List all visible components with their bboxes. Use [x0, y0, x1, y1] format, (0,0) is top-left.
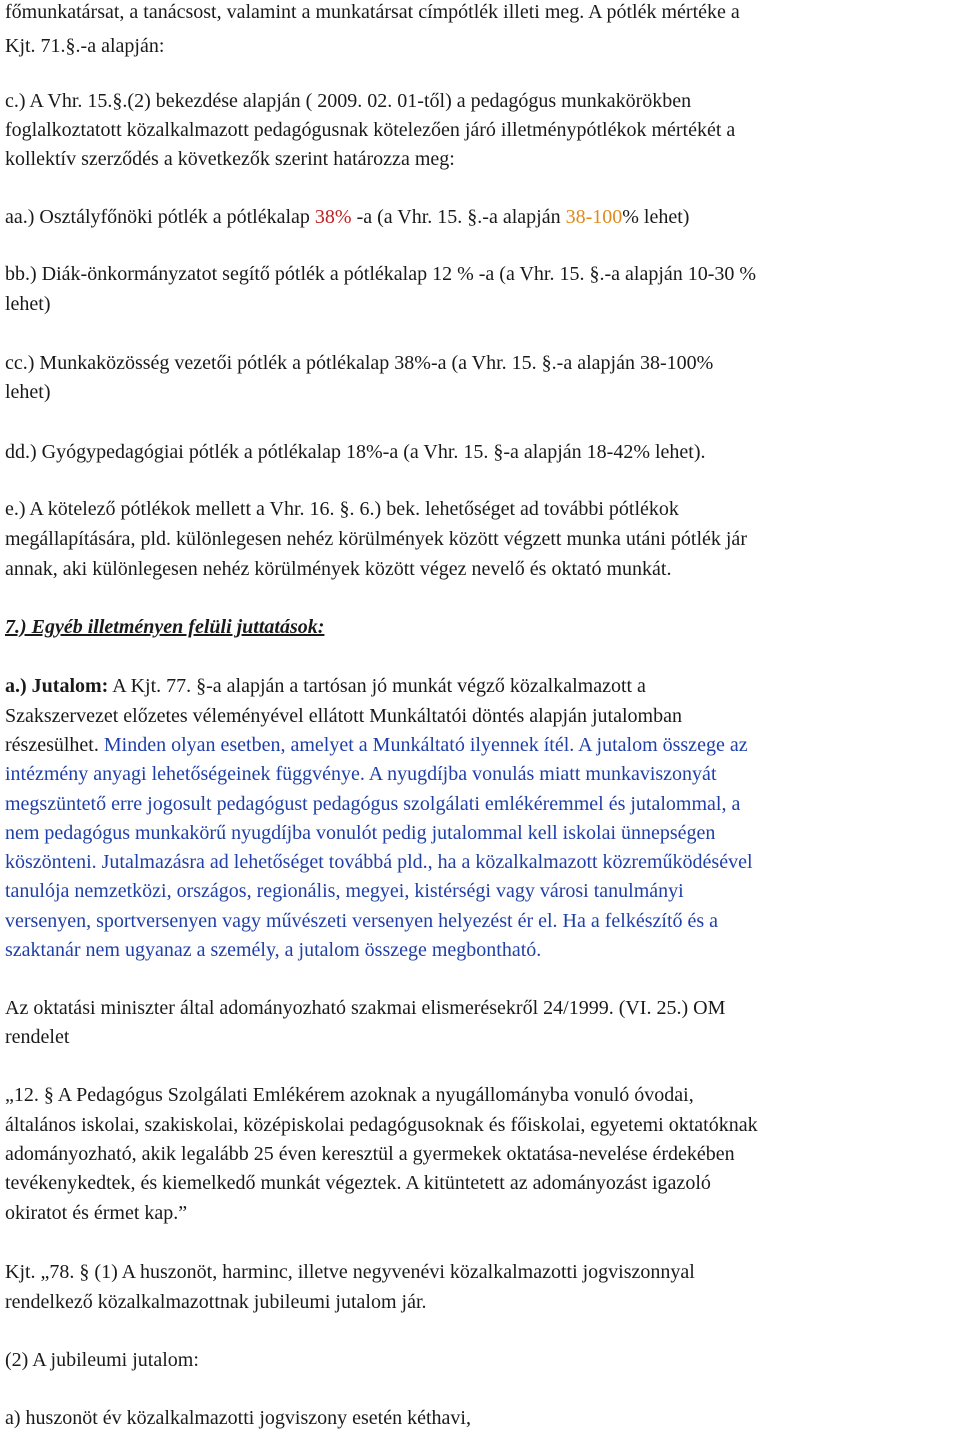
allowance-bb: bb.) Diák-önkormányzatot segítő pótlék a pótlékalap 12 % -a (a Vhr. 15. §.-a alapján 10-30 % — [5, 263, 757, 285]
text-line: (2) A jubileumi jutalom: — [5, 1349, 199, 1371]
text-line: részesülhet. Minden olyan esetben, amelyet a Munkáltató ilyennek ítél. A jutalom összege az — [5, 734, 748, 756]
text-line: a) huszonöt év közalkalmazotti jogviszony esetén kéthavi, — [5, 1407, 471, 1429]
text-line: főmunkatársat, a tanácsost, valamint a munkatársat címpótlék illeti meg. A pótlék mértéke a — [5, 1, 740, 23]
text-line: rendelet — [5, 1026, 70, 1048]
text-line: foglalkoztatott közalkalmazott pedagógusnak kötelezően járó illetménypótlékok mértékét a — [5, 119, 736, 141]
text-line: szaktanár nem ugyanaz a személy, a jutalom összege megbontható. — [5, 939, 542, 961]
text-line: tevékenykedtek, és kiemelkedő munkát végeztek. A kitüntetett az adományozást igazoló — [5, 1172, 711, 1194]
text-line: megállapítására, pld. különlegesen nehéz körülmények között végzett munka utáni pótlék jár — [5, 528, 747, 550]
reward-paragraph: a.) Jutalom: A Kjt. 77. §-a alapján a tartósan jó munkát végző közalkalmazott a — [5, 675, 646, 697]
allowance-aa: aa.) Osztályfőnöki pótlék a pótlékalap 38% -a (a Vhr. 15. §.-a alapján 38-100% lehet) — [5, 206, 690, 228]
text-line: okiratot és érmet kap.” — [5, 1202, 188, 1224]
text-line: tanulója nemzetközi, országos, regionális, megyei, kistérségi vagy városi tanulmányi — [5, 880, 684, 902]
text-line: versenyen, sportversenyen vagy művészeti versenyen helyezést ér el. Ha a felkészítő és a — [5, 910, 719, 932]
text-line: nem pedagógus munkakörű nyugdíjba vonulót pedig jutalommal kell iskolai ünnepségen — [5, 822, 716, 844]
allowance-cc: cc.) Munkaközösség vezetői pótlék a pótlékalap 38%-a (a Vhr. 15. §.-a alapján 38-100% — [5, 352, 714, 374]
text-line: rendelkező közalkalmazottnak jubileumi jutalom jár. — [5, 1291, 427, 1313]
text-line: kollektív szerződés a következők szerint határozza meg: — [5, 148, 455, 170]
text-line: általános iskolai, szakiskolai, középiskolai pedagógusoknak és főiskolai, egyetemi oktatóknak — [5, 1114, 758, 1136]
text-line: Kjt. 71.§.-a alapján: — [5, 35, 165, 57]
text-line: Szakszervezet előzetes véleményével ellátott Munkáltatói döntés alapján jutalomban — [5, 705, 682, 727]
section-heading: 7.) Egyéb illetményen felüli juttatások: — [5, 616, 325, 638]
decree-title: Az oktatási miniszter által adományozható szakmai elismerésekről 24/1999. (VI. 25.) OM — [5, 997, 726, 1019]
text-line: lehet) — [5, 381, 51, 403]
allowance-e: e.) A kötelező pótlékok mellett a Vhr. 16. §. 6.) bek. lehetőséget ad további pótlékok — [5, 498, 679, 520]
text-line: c.) A Vhr. 15.§.(2) bekezdése alapján ( 2009. 02. 01-től) a pedagógus munkakörökben — [5, 90, 692, 112]
text-line: adományozható, akik legalább 25 éven keresztül a gyermekek oktatása-nevelése érdekében — [5, 1143, 735, 1165]
jubilee-paragraph: Kjt. „78. § (1) A huszonöt, harminc, illetve negyvenévi közalkalmazotti jogviszonnyal — [5, 1261, 695, 1283]
text-line: annak, aki különlegesen nehéz körülmények között végez nevelő és oktató munkát. — [5, 558, 672, 580]
text-line: lehet) — [5, 293, 51, 315]
quote-paragraph: „12. § A Pedagógus Szolgálati Emlékérem azoknak a nyugállományba vonuló óvodai, — [5, 1084, 694, 1106]
text-line: köszönteni. Jutalmazásra ad lehetőséget továbbá pld., ha a közalkalmazott közreműködésével — [5, 851, 753, 873]
text-line: megszüntető erre jogosult pedagógust pedagógus szolgálati emlékéremmel és jutalommal, a — [5, 793, 741, 815]
allowance-dd: dd.) Gyógypedagógiai pótlék a pótlékalap 18%-a (a Vhr. 15. §-a alapján 18-42% lehet). — [5, 441, 706, 463]
text-line: intézmény anyagi lehetőségeinek függvénye. A nyugdíjba vonulás miatt munkaviszonyát — [5, 763, 717, 785]
